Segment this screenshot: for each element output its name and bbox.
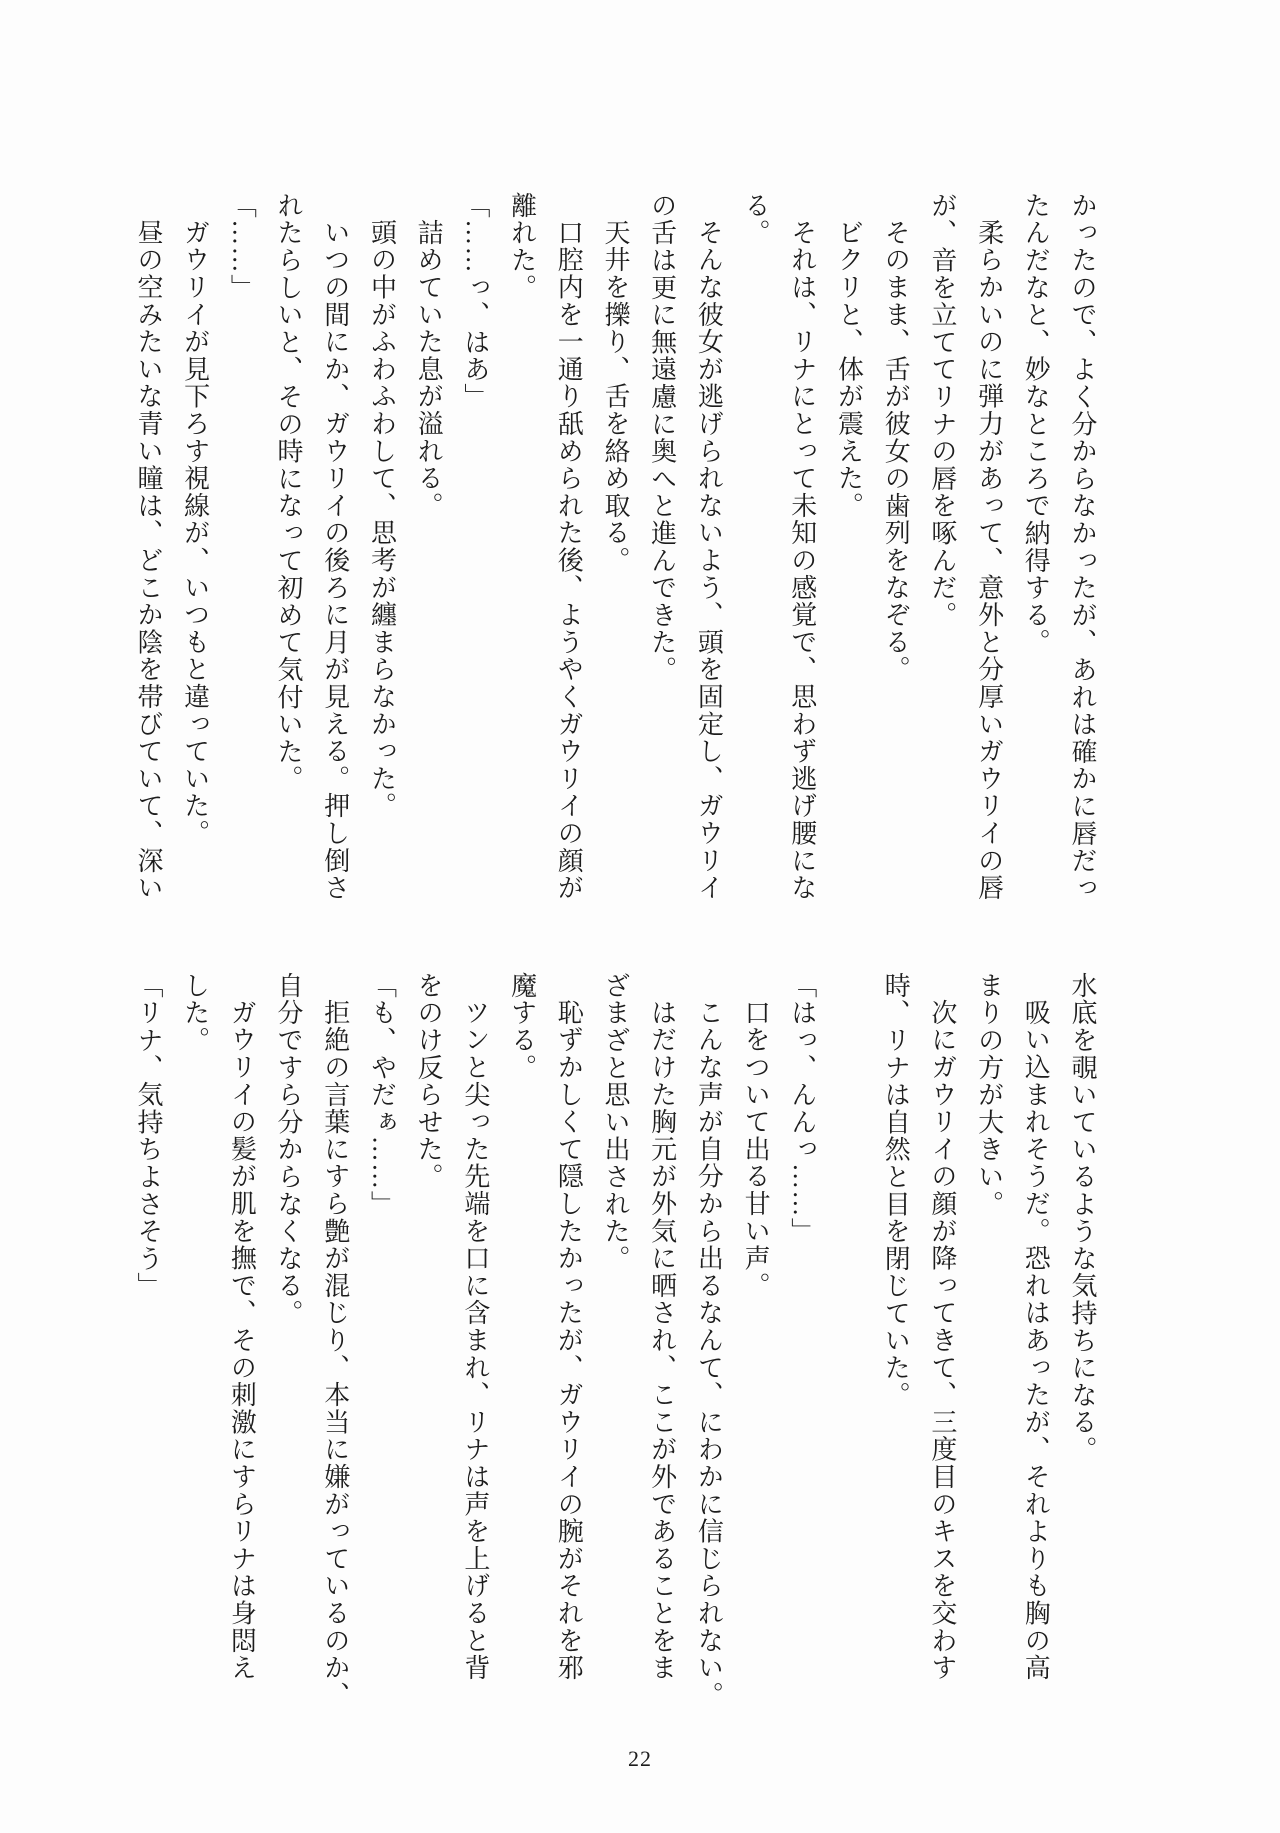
text-column: 「リナ、気持ちよさそう」	[133, 972, 163, 1300]
text-column: ガウリイが見下ろす視線が、いつもと違っていた。	[180, 219, 210, 847]
text-block-top	[124, 192, 1105, 906]
text-column: る。	[741, 192, 771, 247]
text-column: 詰めていた息が溢れる。	[414, 219, 444, 520]
text-column: 「……」	[227, 192, 257, 302]
text-column: 口をついて出る甘い声。	[741, 999, 771, 1300]
text-column: 水底を覗いているような気持ちになる。	[1068, 972, 1097, 1464]
blank-column	[825, 972, 872, 1714]
text-column: まりの方が大きい。	[974, 972, 1004, 1218]
page-number: 22	[628, 1746, 652, 1771]
text-column: 魔する。	[507, 972, 537, 1082]
text-column: いつの間にか、ガウリイの後ろに月が見える。押し倒さ	[320, 219, 350, 902]
text-column: が、音を立ててリナの唇を啄んだ。	[927, 192, 957, 629]
text-column: かったので、よく分からなかったが、あれは確かに唇だっ	[1068, 192, 1097, 902]
text-block-bottom	[124, 972, 1105, 1714]
text-column: そのまま、舌が彼女の歯列をなぞる。	[881, 219, 911, 684]
text-column: 自分ですら分からなくなる。	[274, 972, 304, 1327]
text-column: はだけた胸元が外気に晒され、ここが外であることをま	[647, 999, 677, 1682]
text-column: 「も、やだぁ……」	[367, 972, 397, 1218]
text-column: 頭の中がふわふわして、思考が纏まらなかった。	[367, 219, 397, 820]
text-column: 恥ずかしくて隠したかったが、ガウリイの腕がそれを邪	[554, 999, 584, 1682]
text-column: ざまざと思い出された。	[600, 972, 630, 1273]
text-column: 拒絶の言葉にすら艶が混じり、本当に嫌がっているのか、	[320, 999, 350, 1709]
text-column: 次にガウリイの顔が降ってきて、三度目のキスを交わす	[927, 999, 957, 1682]
text-column: をのけ反らせた。	[414, 972, 444, 1191]
text-column: 「……っ、はあ」	[460, 192, 490, 411]
text-column: れたらしいと、その時になって初めて気付いた。	[274, 192, 304, 793]
text-column: それは、リナにとって未知の感覚で、思わず逃げ腰にな	[787, 219, 817, 902]
text-column: 吸い込まれそうだ。恐れはあったが、それよりも胸の高	[1021, 999, 1051, 1682]
text-column: ツンと尖った先端を口に含まれ、リナは声を上げると背	[460, 999, 490, 1682]
text-column: 時、リナは自然と目を閉じていた。	[881, 972, 911, 1409]
text-column: 天井を擽り、舌を絡め取る。	[600, 219, 630, 574]
text-column: こんな声が自分から出るなんて、にわかに信じられない。	[694, 999, 724, 1709]
text-column: ビクリと、体が震えた。	[834, 219, 864, 520]
text-column: 昼の空みたいな青い瞳は、どこか陰を帯びていて、深い	[133, 219, 163, 902]
text-column: 離れた。	[507, 192, 537, 302]
text-column: 柔らかいのに弾力があって、意外と分厚いガウリイの唇	[974, 219, 1004, 902]
text-column: 「はっ、んんっ……」	[787, 972, 817, 1245]
text-column: した。	[180, 972, 210, 1054]
text-column: ガウリイの髪が肌を撫で、その刺激にすらリナは身悶え	[227, 999, 257, 1682]
text-column: そんな彼女が逃げられないよう、頭を固定し、ガウリイ	[694, 219, 724, 902]
text-column: たんだなと、妙なところで納得する。	[1021, 192, 1051, 657]
text-column: の舌は更に無遠慮に奥へと進んできた。	[647, 192, 677, 684]
text-column: 口腔内を一通り舐められた後、ようやくガウリイの顔が	[554, 219, 584, 902]
